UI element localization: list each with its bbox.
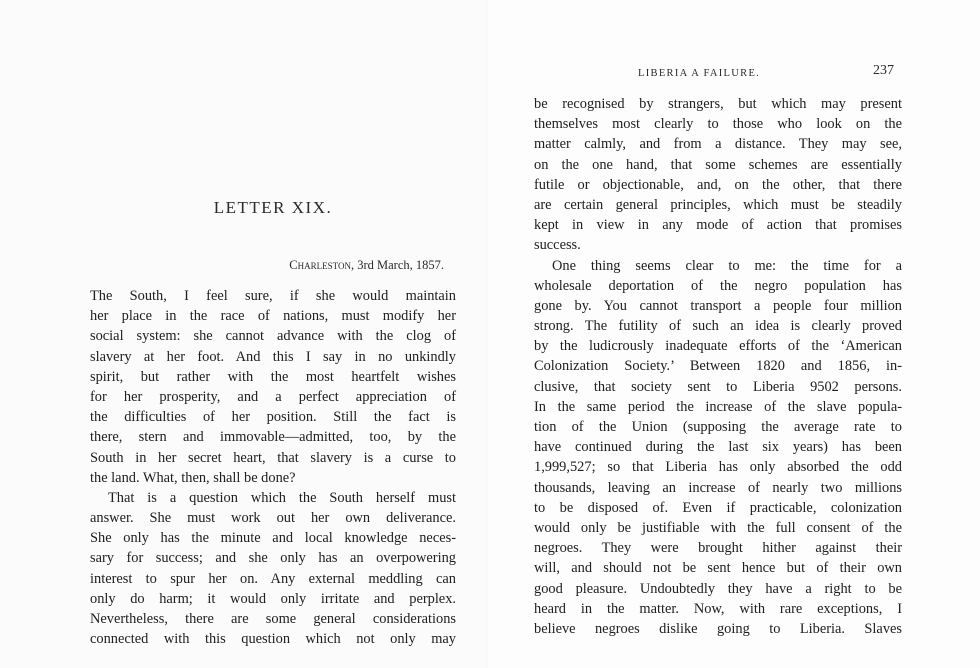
text-line: That is a question which the South herself must	[108, 489, 456, 506]
text-line: The South, I feel sure, if she would maintain	[90, 288, 456, 304]
text-line: futile or objectionable, and, on the other, that there	[534, 176, 902, 193]
running-head: LIBERIA A FAILURE.	[638, 68, 761, 79]
text-line: the land. What, then, shall be done?	[90, 469, 296, 486]
text-line: only do harm; it would only irritate and perplex.	[90, 590, 456, 607]
text-line: her place in the race of nations, must modify her	[90, 308, 456, 325]
text-line: clusive, that society sent to Liberia 9502 persons.	[534, 378, 902, 395]
text-line: sary for success; and she only has an overpowering	[90, 550, 456, 567]
dateline	[289, 258, 444, 273]
page-number: 237	[873, 63, 894, 78]
text-line: Nevertheless, there are some general considerations	[90, 611, 456, 627]
text-line: wholesale deportation of the negro population has	[534, 277, 902, 294]
text-line: will, and should not be sent hence but of their own	[534, 560, 902, 577]
text-line: She only has the minute and local knowledge neces-	[90, 530, 456, 547]
left-body-text	[90, 286, 456, 649]
text-line: be recognised by strangers, but which may present	[534, 96, 902, 112]
text-line: kept in view in any mode of action that promises	[534, 217, 902, 234]
text-line: by the ludicrously inadequate efforts of the ‘American	[534, 338, 902, 355]
text-line: success.	[534, 237, 581, 254]
right-body-text	[534, 94, 902, 639]
letter-heading: LETTER XIX.	[213, 198, 333, 217]
text-line: tion of the Union (supposing the average rate to	[534, 419, 902, 435]
text-line: good pleasure. Undoubtedly they have a right to be	[534, 580, 902, 597]
text-line: thousands, leaving an increase of nearly two millions	[534, 479, 902, 496]
text-line: South in her secret heart, that slavery is a curse to	[90, 449, 456, 466]
text-line: themselves most clearly to those who look on the	[534, 116, 902, 133]
text-line: Colonization Society.’ Between 1820 and 1856, in-	[534, 358, 902, 375]
text-line: have continued during the last six years) has been	[534, 439, 902, 456]
text-line: for her prosperity, and a perfect appreciation of	[90, 388, 456, 405]
text-line: on the one hand, that some schemes are essentially	[534, 156, 902, 173]
text-line: there, stern and immovable—admitted, too, by the	[90, 429, 456, 446]
text-line: negroes. They were brought hither against their	[534, 540, 902, 557]
text-line: the difficulties of her position. Still the fact is	[90, 409, 456, 426]
dateline-place: Charleston,	[289, 258, 355, 272]
text-line: heard in the matter. Now, with rare exceptions, I	[534, 600, 902, 617]
text-line: One thing seems clear to me: the time for a	[552, 257, 902, 274]
text-line: spirit, but rather with the most heartfelt wishes	[90, 368, 456, 385]
text-line: answer. She must work out her own deliverance.	[90, 510, 456, 527]
dateline-date: 3rd March, 1857.	[354, 258, 444, 272]
text-line: to be disposed of. Even if practicable, colonization	[534, 499, 902, 516]
text-line: interest to spur her on. Any external meddling can	[90, 570, 456, 587]
text-line: matter calmly, and from a distance. They may see,	[534, 136, 902, 153]
text-line: believe negroes dislike going to Liberia. Slaves	[534, 620, 902, 637]
text-line: would only be justifiable with the full consent of the	[534, 519, 902, 536]
right-page	[490, 0, 980, 668]
text-line: strong. The futility of such an idea is clearly proved	[534, 318, 902, 335]
text-line: connected with this question which not only may	[90, 631, 456, 648]
left-page	[0, 0, 488, 668]
text-line: gone by. You cannot transport a people four million	[534, 297, 902, 314]
text-line: are certain general principles, which must be steadily	[534, 196, 902, 213]
text-line: In the same period the increase of the slave popula-	[534, 398, 902, 415]
text-line: 1,999,527; so that Liberia has only absorbed the odd	[534, 459, 902, 476]
text-line: social system: she cannot advance with the clog of	[90, 328, 456, 345]
text-line: slavery at her foot. And this I say in no unkindly	[90, 348, 456, 365]
